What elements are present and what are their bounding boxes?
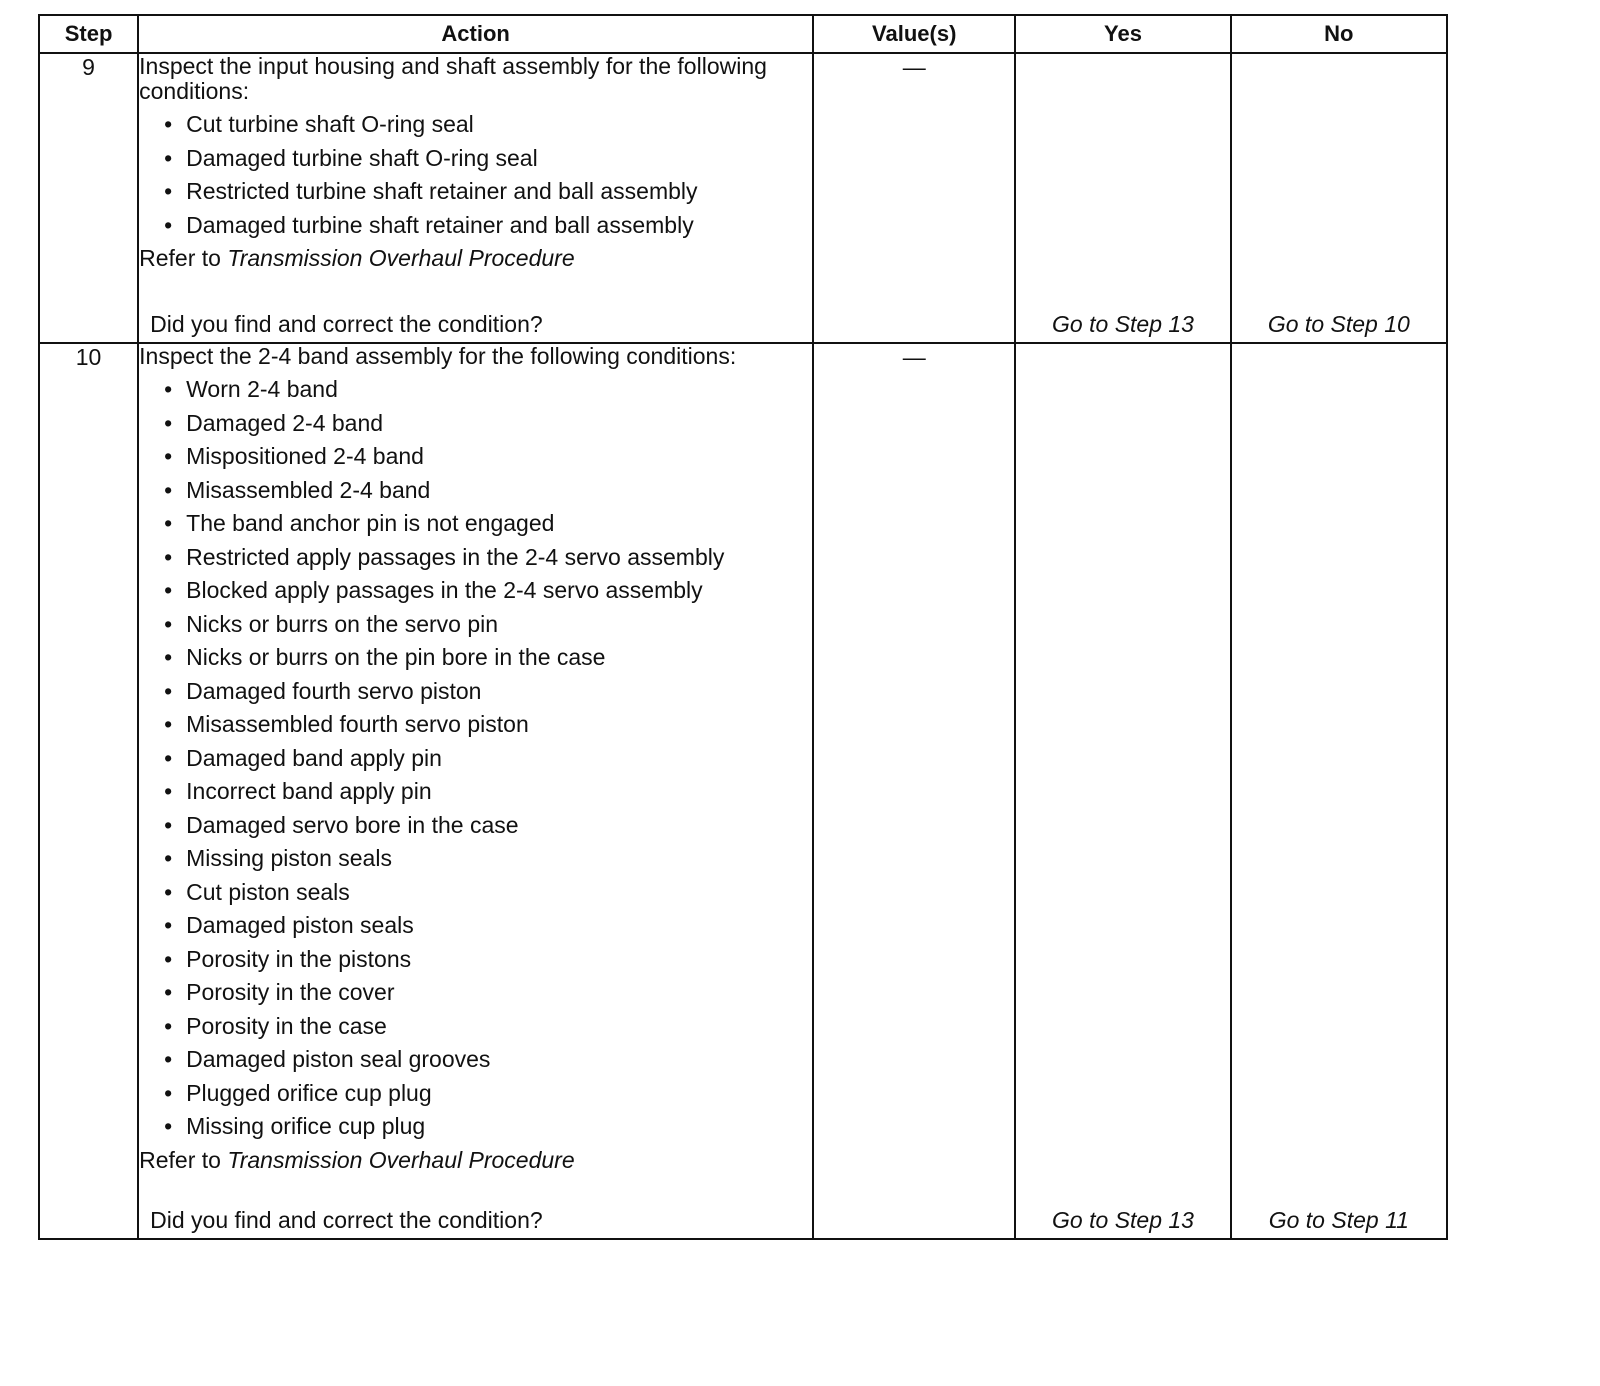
condition-item bbox=[139, 574, 812, 608]
condition-item bbox=[139, 541, 812, 575]
bullet-icon: • bbox=[164, 476, 173, 503]
condition-text: Misassembled fourth servo piston bbox=[186, 711, 529, 737]
action-question: Did you find and correct the condition? bbox=[150, 1207, 543, 1233]
condition-item bbox=[139, 641, 812, 675]
condition-item bbox=[139, 507, 812, 541]
yes-cell bbox=[1015, 343, 1230, 1239]
condition-item bbox=[139, 175, 812, 209]
bullet-icon: • bbox=[164, 510, 173, 536]
step-number: 10 bbox=[39, 343, 138, 1239]
condition-text: Missing piston seals bbox=[186, 845, 392, 871]
bullet-icon: • bbox=[164, 144, 173, 171]
step-row-10 bbox=[39, 343, 1447, 1239]
condition-item bbox=[139, 909, 812, 943]
condition-text: Damaged band apply pin bbox=[186, 744, 442, 771]
condition-item bbox=[139, 708, 812, 742]
refer-prefix: Refer to bbox=[139, 245, 221, 271]
bullet-icon: • bbox=[164, 1046, 173, 1072]
bullet-icon: • bbox=[164, 912, 173, 938]
refer-document: Transmission Overhaul Procedure bbox=[227, 245, 575, 271]
bullet-icon: • bbox=[164, 376, 173, 402]
bullet-icon: • bbox=[164, 1012, 173, 1039]
condition-item bbox=[139, 142, 812, 176]
condition-item bbox=[139, 1110, 812, 1144]
condition-item bbox=[139, 108, 812, 142]
condition-item bbox=[139, 373, 812, 407]
no-goto: Go to Step 10 bbox=[1267, 311, 1410, 337]
condition-text: Restricted apply passages in the 2-4 servo assembly bbox=[186, 543, 725, 570]
condition-item bbox=[139, 440, 812, 474]
bullet-icon: • bbox=[164, 211, 173, 238]
action-cell bbox=[138, 343, 813, 1239]
condition-text: Porosity in the case bbox=[186, 1012, 387, 1039]
step-row-9 bbox=[39, 53, 1447, 343]
refer-document: Transmission Overhaul Procedure bbox=[227, 1146, 575, 1173]
condition-text: Mispositioned 2-4 band bbox=[186, 443, 424, 469]
condition-text: The band anchor pin is not engaged bbox=[186, 510, 555, 536]
condition-text: Plugged orifice cup plug bbox=[186, 1079, 432, 1106]
bullet-icon: • bbox=[164, 111, 173, 137]
bullet-icon: • bbox=[164, 845, 173, 871]
header-no: No bbox=[1231, 15, 1447, 53]
no-goto: Go to Step 11 bbox=[1268, 1207, 1409, 1233]
bullet-icon: • bbox=[164, 945, 173, 972]
condition-item bbox=[139, 876, 812, 910]
yes-goto: Go to Step 13 bbox=[1052, 1207, 1194, 1233]
bullet-icon: • bbox=[164, 409, 173, 436]
yes-goto: Go to Step 13 bbox=[1052, 311, 1194, 337]
condition-text: Blocked apply passages in the 2-4 servo assembly bbox=[186, 577, 703, 603]
bullet-icon: • bbox=[164, 677, 173, 704]
condition-text: Damaged piston seal grooves bbox=[186, 1046, 491, 1072]
diagnostic-table bbox=[38, 14, 1448, 1240]
bullet-icon: • bbox=[164, 610, 173, 637]
action-intro: Inspect the 2-4 band assembly for the following conditions: bbox=[139, 343, 737, 369]
condition-text: Damaged piston seals bbox=[186, 912, 414, 938]
condition-item bbox=[139, 1043, 812, 1077]
condition-text: Worn 2-4 band bbox=[186, 376, 338, 402]
condition-item bbox=[139, 474, 812, 508]
condition-text: Porosity in the pistons bbox=[186, 945, 412, 972]
condition-text: Damaged 2-4 band bbox=[186, 409, 384, 436]
condition-text: Incorrect band apply pin bbox=[186, 778, 432, 804]
condition-item bbox=[139, 742, 812, 776]
condition-item bbox=[139, 809, 812, 843]
bullet-icon: • bbox=[164, 178, 173, 204]
header-values: Value(s) bbox=[813, 15, 1015, 53]
condition-text: Cut turbine shaft O-ring seal bbox=[186, 111, 474, 137]
bullet-icon: • bbox=[164, 443, 173, 469]
condition-item bbox=[139, 976, 812, 1010]
bullet-icon: • bbox=[164, 543, 173, 570]
condition-text: Cut piston seals bbox=[186, 878, 350, 905]
action-question: Did you find and correct the condition? bbox=[150, 311, 543, 337]
condition-text: Porosity in the cover bbox=[186, 979, 395, 1005]
bullet-icon: • bbox=[164, 744, 173, 771]
condition-list bbox=[139, 373, 812, 1144]
condition-item bbox=[139, 407, 812, 441]
condition-item bbox=[139, 209, 812, 243]
bullet-icon: • bbox=[164, 778, 173, 804]
condition-item bbox=[139, 1077, 812, 1111]
bullet-icon: • bbox=[164, 1113, 173, 1139]
condition-item bbox=[139, 608, 812, 642]
condition-text: Damaged fourth servo piston bbox=[186, 677, 482, 704]
condition-list bbox=[139, 108, 812, 242]
bullet-icon: • bbox=[164, 644, 173, 670]
condition-text: Damaged turbine shaft retainer and ball assembly bbox=[186, 211, 694, 238]
refer-prefix: Refer to bbox=[139, 1146, 221, 1173]
condition-text: Restricted turbine shaft retainer and ball assembly bbox=[186, 178, 698, 204]
step-number: 9 bbox=[39, 53, 138, 343]
header-row bbox=[39, 15, 1447, 53]
condition-text: Nicks or burrs on the pin bore in the case bbox=[186, 644, 606, 670]
no-cell bbox=[1231, 53, 1447, 343]
bullet-icon: • bbox=[164, 577, 173, 603]
bullet-icon: • bbox=[164, 1079, 173, 1106]
condition-item bbox=[139, 675, 812, 709]
condition-text: Nicks or burrs on the servo pin bbox=[186, 610, 499, 637]
condition-item bbox=[139, 943, 812, 977]
condition-text: Damaged servo bore in the case bbox=[186, 811, 519, 838]
condition-item bbox=[139, 842, 812, 876]
value-cell: — bbox=[813, 343, 1015, 1239]
value-cell: — bbox=[813, 53, 1015, 343]
header-action: Action bbox=[138, 15, 813, 53]
yes-cell bbox=[1015, 53, 1230, 343]
header-yes: Yes bbox=[1015, 15, 1230, 53]
no-cell bbox=[1231, 343, 1447, 1239]
action-intro: Inspect the input housing and shaft assembly for the following conditions: bbox=[139, 53, 767, 104]
bullet-icon: • bbox=[164, 811, 173, 838]
bullet-icon: • bbox=[164, 711, 173, 737]
header-step: Step bbox=[39, 15, 138, 53]
condition-text: Damaged turbine shaft O-ring seal bbox=[186, 144, 538, 171]
action-cell bbox=[138, 53, 813, 343]
condition-text: Missing orifice cup plug bbox=[186, 1113, 426, 1139]
refer-line bbox=[139, 242, 812, 275]
condition-item bbox=[139, 1010, 812, 1044]
bullet-icon: • bbox=[164, 979, 173, 1005]
bullet-icon: • bbox=[164, 878, 173, 905]
condition-text: Misassembled 2-4 band bbox=[186, 476, 431, 503]
refer-line bbox=[139, 1144, 812, 1177]
condition-item bbox=[139, 775, 812, 809]
